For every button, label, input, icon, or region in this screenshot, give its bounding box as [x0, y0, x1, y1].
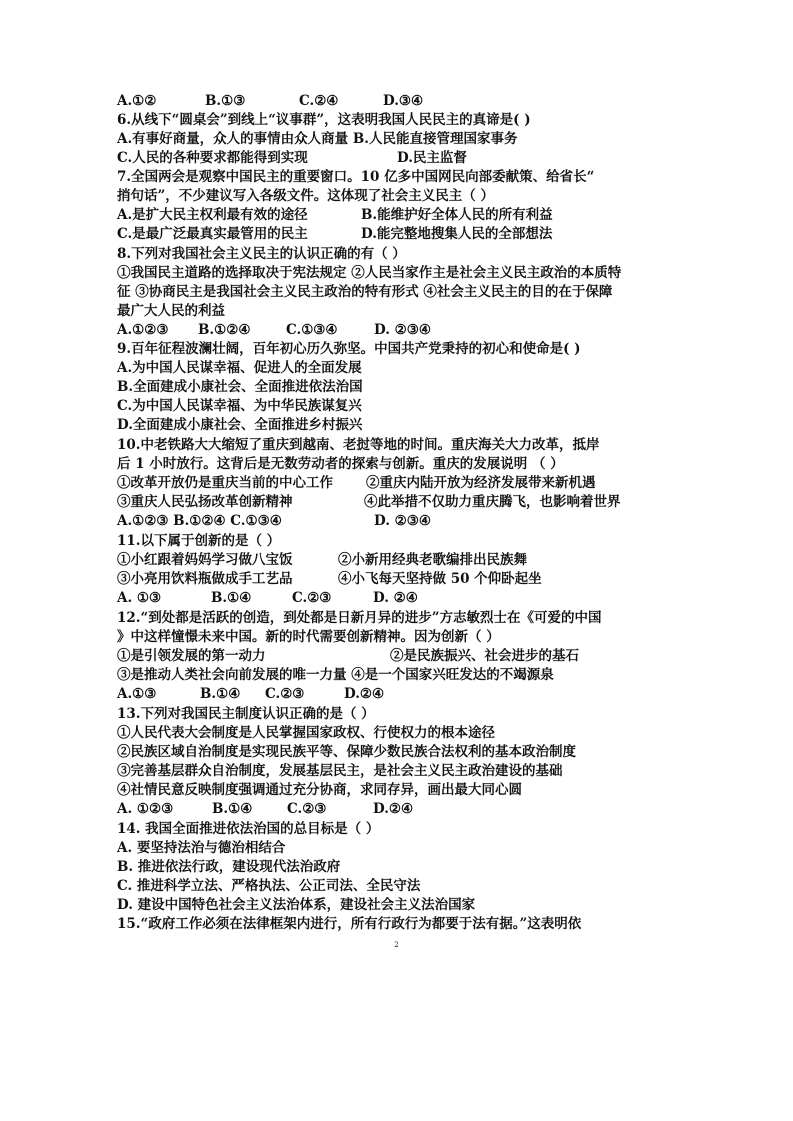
question-11-option-d: D. ②④: [373, 590, 418, 606]
question-12-option-c: C.②③: [265, 686, 305, 702]
question-14-option-c: C. 推进科学立法、严格执法、公正司法、全民守法: [117, 878, 421, 894]
question-11-option-b: B.①④: [211, 590, 252, 606]
option-d: D.③④: [383, 93, 424, 109]
question-11-option-a: A. ①③: [117, 590, 162, 606]
question-9: 9.百年征程波澜壮阔，百年初心历久弥坚。中国共产党秉持的初心和使命是( ): [117, 341, 581, 357]
question-13-statement-1: ①人民代表大会制度是人民掌握国家政权、行使权力的根本途径: [117, 725, 495, 741]
page-number: 2: [394, 941, 399, 949]
question-10-statement-4: ④此举措不仅助力重庆腾飞，也影响着世界: [364, 494, 621, 510]
question-8-option-d: D. ②③④: [374, 322, 431, 338]
question-12-statement-2: ②是民族振兴、社会进步的基石: [390, 648, 579, 664]
question-12-statement-1: ①是引领发展的第一动力: [117, 648, 266, 664]
question-9-option-c: C.为中国人民谋幸福、为中华民族谋复兴: [117, 398, 362, 414]
question-11-statement-1: ①小红跟着妈妈学习做八宝饭: [117, 552, 293, 568]
question-12-line-1: 12.“到处都是活跃的创造，到处都是日新月异的进步”方志敏烈士在《可爱的中国: [117, 610, 602, 626]
question-15: 15.“政府工作必须在法律框架内进行，所有行政行为都要于法有据。”这表明依: [117, 916, 582, 932]
question-14-option-b: B. 推进依法行政，建设现代法治政府: [117, 859, 341, 875]
question-14: 14. 我国全面推进依法治国的总目标是（ ）: [117, 821, 380, 837]
question-10-option-d: D. ②③④: [374, 513, 431, 529]
question-6-options-ab: A.有事好商量，众人的事情由众人商量 B.人民能直接管理国家事务: [117, 131, 518, 147]
question-6-option-c: C.人民的各种要求都能得到实现: [117, 150, 308, 166]
question-13-statement-2: ②民族区域自治制度是实现民族平等、保障少数民族合法权利的基本政治制度: [117, 744, 576, 760]
option-c: C.②④: [299, 93, 339, 109]
question-9-option-d: D.全面建成小康社会、全面推进乡村振兴: [117, 417, 363, 433]
question-6: 6.从线下“圆桌会”到线上“议事群”，这表明我国人民民主的真谛是( ): [117, 112, 531, 128]
question-14-option-a: A. 要坚持法治与德治相结合: [117, 840, 286, 856]
question-7-line-2: 捎句话”，不少建议写入各级文件。这体现了社会主义民主（ ）: [117, 188, 494, 204]
question-12-option-a: A.①③: [117, 686, 157, 702]
question-10-statement-1: ①改革开放仍是重庆当前的中心工作: [117, 475, 333, 491]
question-12-option-d: D.②④: [344, 686, 385, 702]
question-12-statements-3-4: ③是推动人类社会向前发展的唯一力量 ④是一个国家兴旺发达的不竭源泉: [117, 667, 554, 683]
question-13-statement-4: ④社情民意反映制度强调通过充分协商，求同存异，画出最大同心圆: [117, 782, 522, 798]
question-8-statements-2: 征 ③协商民主是我国社会主义民主政治的特有形式 ④社会主义民主的目的在于保障: [117, 284, 613, 300]
option-a: A.①②: [117, 93, 157, 109]
question-8-statements-1: ①我国民主道路的选择取决于宪法规定 ②人民当家作主是社会主义民主政治的本质特: [117, 265, 622, 281]
question-10-line-1: 10.中老铁路大大缩短了重庆到越南、老挝等地的时间。重庆海关大力改革，抵岸: [117, 437, 600, 453]
question-8-option-b: B.①②④: [198, 322, 251, 338]
question-11-statement-4: ④小飞每天坚持做 50 个仰卧起坐: [338, 571, 542, 587]
question-10-statement-2: ②重庆内陆开放为经济发展带来新机遇: [366, 475, 596, 491]
question-13: 13.下列对我国民主制度认识正确的是（ ）: [117, 706, 375, 722]
question-10-statement-3: ③重庆人民弘扬改革创新精神: [117, 494, 293, 510]
question-13-option-d: D.②④: [373, 801, 414, 817]
question-7-option-a: A.是扩大民主权利最有效的途径: [117, 207, 308, 223]
question-8: 8.下列对我国社会主义民主的认识正确的有（ ）: [117, 246, 406, 262]
question-9-option-b: B.全面建成小康社会、全面推进依法治国: [117, 379, 363, 395]
question-7-option-b: B.能维护好全体人民的所有利益: [361, 207, 553, 223]
question-13-option-c: C.②③: [287, 801, 327, 817]
question-12-line-2: 》中这样憧憬未来中国。新的时代需要创新精神。因为创新（ ）: [117, 629, 500, 645]
question-14-option-d: D. 建设中国特色社会主义法治体系，建设社会主义法治国家: [117, 897, 476, 913]
question-12-option-b: B.①④: [200, 686, 241, 702]
question-11-option-c: C.②③: [292, 590, 332, 606]
question-7-option-d: D.能完整地搜集人民的全部想法: [361, 226, 553, 242]
question-9-option-a: A.为中国人民谋幸福、促进人的全面发展: [117, 360, 362, 376]
question-10-options-abc: A.①②③ B.①②④ C.①③④: [117, 513, 282, 529]
question-7-line-1: 7.全国两会是观察中国民主的重要窗口。10 亿多中国网民向部委献策、给省长“: [117, 169, 595, 185]
question-11-statement-3: ③小亮用饮料瓶做成手工艺品: [117, 571, 293, 587]
option-b: B.①③: [205, 93, 246, 109]
question-8-option-a: A.①②③: [117, 322, 169, 338]
question-11-statement-2: ②小新用经典老歌编排出民族舞: [338, 552, 527, 568]
question-13-statement-3: ③完善基层群众自治制度，发展基层民主，是社会主义民主政治建设的基础: [117, 763, 563, 779]
question-11: 11.以下属于创新的是（ ）: [117, 533, 281, 549]
question-7-option-c: C.是最广泛最真实最管用的民主: [117, 226, 308, 242]
question-8-option-c: C.①③④: [286, 322, 338, 338]
question-8-statements-3: 最广大人民的利益: [117, 303, 225, 319]
question-13-option-b: B.①④: [212, 801, 253, 817]
question-10-line-2: 后 1 小时放行。这背后是无数劳动者的探索与创新。重庆的发展说明 （ ）: [117, 456, 564, 472]
question-13-option-a: A. ①②③: [117, 801, 174, 817]
question-6-option-d: D.民主监督: [397, 150, 467, 166]
